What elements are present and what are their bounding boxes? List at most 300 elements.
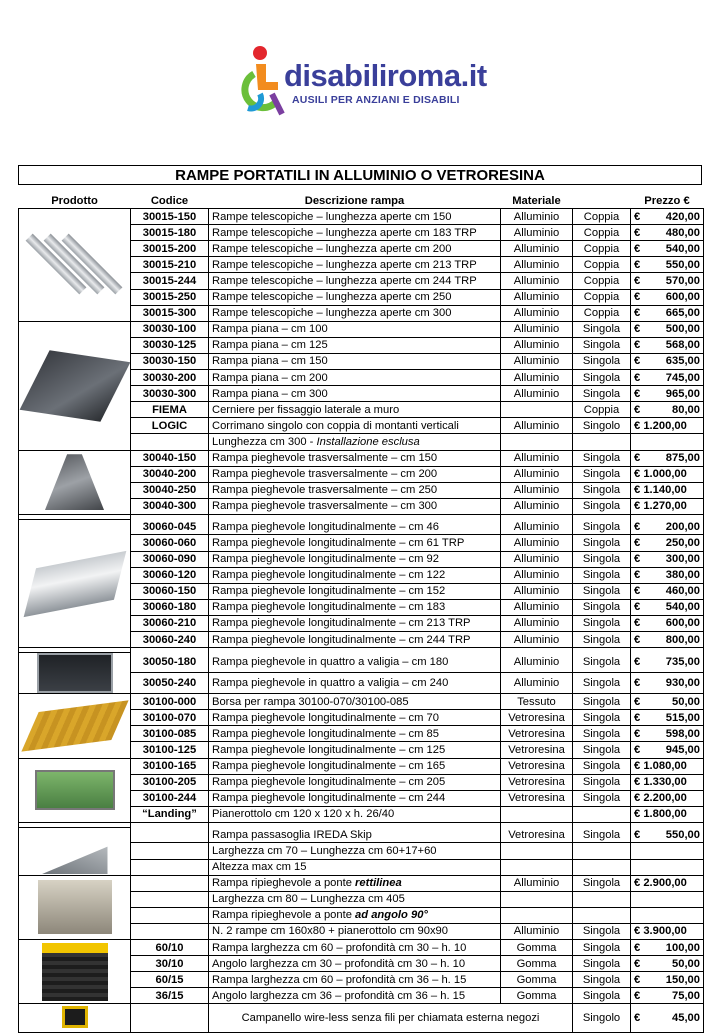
- price-currency: €: [634, 553, 641, 566]
- price-currency: €: [634, 601, 641, 614]
- price-currency: €: [634, 1012, 641, 1025]
- table-row: [19, 321, 704, 337]
- tagline: AUSILI PER ANZIANI E DISABILI: [292, 94, 460, 106]
- product-code: 36/15: [131, 988, 209, 1004]
- quantity-type: [573, 843, 631, 859]
- price-amount: 568,00: [665, 339, 700, 352]
- quantity-type: Singola: [573, 710, 631, 726]
- material: Alluminio: [501, 551, 573, 567]
- price-amount: € 2.900,00: [634, 877, 687, 890]
- product-description: Rampa pieghevole longitudinalmente – cm 61 TRP: [209, 535, 501, 551]
- price-currency: €: [634, 957, 641, 970]
- table-row: [19, 1004, 704, 1033]
- product-code: 30100-070: [131, 710, 209, 726]
- product-code: 30015-300: [131, 305, 209, 321]
- product-description: Rampa pieghevole trasversalmente – cm 300: [209, 498, 501, 514]
- price-currency: €: [634, 828, 641, 841]
- price-amount: € 1.140,00: [634, 484, 687, 497]
- material: Alluminio: [501, 305, 573, 321]
- quantity-type: Singola: [573, 567, 631, 583]
- product-description: Rampa ripieghevole a ponte rettilinea: [209, 875, 501, 891]
- product-description: Pianerottolo cm 120 x 120 x h. 26/40: [209, 806, 501, 822]
- product-code: 30040-150: [131, 450, 209, 466]
- product-code: 30015-200: [131, 241, 209, 257]
- product-description: Rampe telescopiche – lunghezza aperte cm 183 TRP: [209, 225, 501, 241]
- price-amount: € 1.000,00: [634, 468, 687, 481]
- price: [631, 482, 704, 498]
- product-image-cell: [19, 694, 131, 758]
- quantity-type: Singola: [573, 940, 631, 956]
- quantity-type: Singola: [573, 653, 631, 673]
- product-code: 30015-180: [131, 225, 209, 241]
- product-description: Rampa pieghevole longitudinalmente – cm 244 TRP: [209, 632, 501, 648]
- price-currency: €: [634, 569, 641, 582]
- product-code: 30100-244: [131, 790, 209, 806]
- product-image-cell: [19, 209, 131, 322]
- product-description: Rampe telescopiche – lunghezza aperte cm 213 TRP: [209, 257, 501, 273]
- product-description: Rampa pieghevole in quattro a valigia – cm 180: [209, 653, 501, 673]
- product-code: 30015-210: [131, 257, 209, 273]
- material: Alluminio: [501, 241, 573, 257]
- quantity-type: Singola: [573, 726, 631, 742]
- material: Alluminio: [501, 615, 573, 631]
- price-amount: 515,00: [665, 711, 700, 724]
- material: [501, 891, 573, 907]
- product-code: 30030-200: [131, 370, 209, 386]
- product-code: 30100-125: [131, 742, 209, 758]
- product-code: 30060-090: [131, 551, 209, 567]
- product-photo: [37, 653, 113, 693]
- product-code: 30040-300: [131, 498, 209, 514]
- product-code: 30100-205: [131, 774, 209, 790]
- quantity-type: Singola: [573, 956, 631, 972]
- price-currency: €: [634, 520, 641, 533]
- product-code: 30030-100: [131, 321, 209, 337]
- quantity-type: Singola: [573, 450, 631, 466]
- price: [631, 710, 704, 726]
- price-amount: 480,00: [665, 226, 700, 239]
- col-qty: [573, 193, 631, 209]
- material: Alluminio: [501, 209, 573, 225]
- material: [501, 843, 573, 859]
- price-currency: €: [634, 323, 641, 336]
- price-amount: € 1.200,00: [634, 419, 687, 432]
- product-image-cell: [19, 827, 131, 875]
- product-code: [131, 859, 209, 875]
- material: Alluminio: [501, 632, 573, 648]
- quantity-type: Coppia: [573, 241, 631, 257]
- product-code: [131, 875, 209, 891]
- price-amount: 500,00: [665, 323, 700, 336]
- quantity-type: Singola: [573, 790, 631, 806]
- price-currency: €: [634, 403, 641, 416]
- price-amount: 600,00: [665, 291, 700, 304]
- product-description: Rampa ripieghevole a ponte ad angolo 90°: [209, 907, 501, 923]
- price-currency: €: [634, 743, 641, 756]
- quantity-type: Singola: [573, 519, 631, 535]
- price: [631, 774, 704, 790]
- price: [631, 289, 704, 305]
- product-code: 30060-120: [131, 567, 209, 583]
- table-row: [19, 875, 704, 891]
- price-amount: 598,00: [665, 727, 700, 740]
- price-currency: €: [634, 452, 641, 465]
- price: [631, 450, 704, 466]
- price: [631, 498, 704, 514]
- price-amount: 875,00: [665, 452, 700, 465]
- price-currency: €: [634, 371, 641, 384]
- product-description: Corrimano singolo con coppia di montanti verticali: [209, 418, 501, 434]
- product-code: 30050-240: [131, 673, 209, 694]
- material: Alluminio: [501, 535, 573, 551]
- material: Vetroresina: [501, 726, 573, 742]
- product-code: 30015-250: [131, 289, 209, 305]
- product-code: 30100-165: [131, 758, 209, 774]
- product-photo: [21, 700, 128, 751]
- price: [631, 370, 704, 386]
- price: [631, 583, 704, 599]
- product-code: 60/15: [131, 972, 209, 988]
- price-amount: 635,00: [665, 355, 700, 368]
- price-amount: 550,00: [665, 258, 700, 271]
- price-amount: 200,00: [665, 520, 700, 533]
- product-photo: [35, 770, 115, 810]
- price: [631, 972, 704, 988]
- quantity-type: Singola: [573, 535, 631, 551]
- col-descrizione: Descrizione rampa: [209, 193, 501, 209]
- product-code: [131, 907, 209, 923]
- material: Alluminio: [501, 418, 573, 434]
- material: [501, 402, 573, 418]
- product-photo: [38, 454, 112, 510]
- quantity-type: Singola: [573, 321, 631, 337]
- col-codice: Codice: [131, 193, 209, 209]
- price: [631, 673, 704, 694]
- wheelchair-logo-icon: [226, 44, 290, 122]
- product-photo: [19, 350, 130, 421]
- price-amount: 300,00: [665, 553, 700, 566]
- quantity-type: Singola: [573, 370, 631, 386]
- price: [631, 305, 704, 321]
- material: Alluminio: [501, 321, 573, 337]
- price-currency: €: [634, 307, 641, 320]
- quantity-type: Coppia: [573, 273, 631, 289]
- price: [631, 535, 704, 551]
- price: [631, 694, 704, 710]
- material: Alluminio: [501, 225, 573, 241]
- product-description: Rampa pieghevole trasversalmente – cm 200: [209, 466, 501, 482]
- product-description: Angolo larghezza cm 30 – profondità cm 30 – h. 10: [209, 956, 501, 972]
- product-description: Rampa pieghevole longitudinalmente – cm 46: [209, 519, 501, 535]
- note-rettilinea: rettilinea: [355, 877, 402, 890]
- price-currency: €: [634, 617, 641, 630]
- quantity-type: Singola: [573, 632, 631, 648]
- product-description: Rampe telescopiche – lunghezza aperte cm 300: [209, 305, 501, 321]
- product-code: 30060-150: [131, 583, 209, 599]
- product-code: 30030-125: [131, 337, 209, 353]
- quantity-type: Coppia: [573, 209, 631, 225]
- price-currency: €: [634, 537, 641, 550]
- material: Gomma: [501, 940, 573, 956]
- material: Alluminio: [501, 567, 573, 583]
- price-amount: € 3.900,00: [634, 925, 687, 938]
- logo: [226, 44, 506, 122]
- product-description: Rampa larghezza cm 60 – profondità cm 30 – h. 10: [209, 940, 501, 956]
- product-code: 30/10: [131, 956, 209, 972]
- product-code: 30015-244: [131, 273, 209, 289]
- product-description: Larghezza cm 80 – Lunghezza cm 405: [209, 891, 501, 907]
- price-currency: €: [634, 387, 641, 400]
- price: [631, 1004, 704, 1033]
- table-row: [19, 940, 704, 956]
- quantity-type: Singola: [573, 583, 631, 599]
- price-amount: 540,00: [665, 242, 700, 255]
- price: [631, 225, 704, 241]
- product-code: 30100-000: [131, 694, 209, 710]
- product-code: LOGIC: [131, 418, 209, 434]
- price-currency: €: [634, 226, 641, 239]
- product-description: Rampa pieghevole longitudinalmente – cm 244: [209, 790, 501, 806]
- quantity-type: Singola: [573, 482, 631, 498]
- product-photo: [35, 230, 115, 300]
- price-amount: 735,00: [665, 656, 700, 669]
- product-description: Rampa pieghevole longitudinalmente – cm 183: [209, 599, 501, 615]
- price: [631, 353, 704, 369]
- product-description: Larghezza cm 70 – Lunghezza cm 60+17+60: [209, 843, 501, 859]
- price: [631, 519, 704, 535]
- table-row: [19, 209, 704, 225]
- table-row: [19, 694, 704, 710]
- product-code: 30060-045: [131, 519, 209, 535]
- price-currency: €: [634, 258, 641, 271]
- material: Gomma: [501, 956, 573, 972]
- col-materiale: Materiale: [501, 193, 573, 209]
- price-currency: €: [634, 585, 641, 598]
- product-description: Rampa pieghevole longitudinalmente – cm 85: [209, 726, 501, 742]
- product-image-cell: [19, 653, 131, 694]
- product-description: Altezza max cm 15: [209, 859, 501, 875]
- quantity-type: Singola: [573, 988, 631, 1004]
- price: [631, 726, 704, 742]
- product-code: 30100-085: [131, 726, 209, 742]
- product-code: [131, 923, 209, 939]
- material: Alluminio: [501, 450, 573, 466]
- product-image-cell: [19, 450, 131, 514]
- material: Alluminio: [501, 386, 573, 402]
- price: [631, 599, 704, 615]
- price: [631, 843, 704, 859]
- quantity-type: Singola: [573, 758, 631, 774]
- material: [501, 907, 573, 923]
- price-currency: €: [634, 941, 641, 954]
- product-code: [131, 891, 209, 907]
- price: [631, 257, 704, 273]
- price-amount: 965,00: [665, 387, 700, 400]
- price: [631, 386, 704, 402]
- product-description: Rampa pieghevole longitudinalmente – cm 213 TRP: [209, 615, 501, 631]
- product-description: Rampa pieghevole longitudinalmente – cm 125: [209, 742, 501, 758]
- product-code: 30060-240: [131, 632, 209, 648]
- product-code: 30030-150: [131, 353, 209, 369]
- material: Alluminio: [501, 257, 573, 273]
- product-description: Rampa piana – cm 300: [209, 386, 501, 402]
- price-amount: 45,00: [672, 1012, 700, 1025]
- price-amount: 250,00: [665, 537, 700, 550]
- price: [631, 273, 704, 289]
- quantity-type: Singola: [573, 774, 631, 790]
- price-amount: 150,00: [665, 973, 700, 986]
- product-description: Rampa piana – cm 200: [209, 370, 501, 386]
- quantity-type: [573, 806, 631, 822]
- material: [501, 434, 573, 450]
- material: Alluminio: [501, 289, 573, 305]
- quantity-type: Singola: [573, 386, 631, 402]
- quantity-type: [573, 434, 631, 450]
- price: [631, 241, 704, 257]
- material: Vetroresina: [501, 774, 573, 790]
- quantity-type: Singola: [573, 337, 631, 353]
- quantity-type: [573, 859, 631, 875]
- price-amount: 75,00: [672, 989, 700, 1002]
- quantity-type: Singola: [573, 466, 631, 482]
- quantity-type: Coppia: [573, 225, 631, 241]
- product-description: Rampa larghezza cm 60 – profondità cm 36 – h. 15: [209, 972, 501, 988]
- table-row: [19, 758, 704, 774]
- product-photo: [62, 1006, 88, 1028]
- product-image-cell: [19, 875, 131, 939]
- price-currency: €: [634, 291, 641, 304]
- note-installazione: Installazione esclusa: [316, 435, 420, 448]
- price: [631, 758, 704, 774]
- material: Alluminio: [501, 337, 573, 353]
- product-description: Rampa pieghevole in quattro a valigia – cm 240: [209, 673, 501, 694]
- product-description: Lunghezza cm 300 - Installazione esclusa: [209, 434, 501, 450]
- price: [631, 940, 704, 956]
- price: [631, 402, 704, 418]
- material: Alluminio: [501, 370, 573, 386]
- price-currency: €: [634, 656, 641, 669]
- quantity-type: Singola: [573, 827, 631, 843]
- product-description: Rampa passasoglia IREDA Skip: [209, 827, 501, 843]
- price: [631, 632, 704, 648]
- quantity-type: Singola: [573, 972, 631, 988]
- product-description: Angolo larghezza cm 36 – profondità cm 36 – h. 15: [209, 988, 501, 1004]
- price-currency: €: [634, 727, 641, 740]
- product-code: [131, 843, 209, 859]
- price: [631, 806, 704, 822]
- material: Tessuto: [501, 694, 573, 710]
- product-description: Rampe telescopiche – lunghezza aperte cm 200: [209, 241, 501, 257]
- price: [631, 466, 704, 482]
- price: [631, 551, 704, 567]
- price-amount: 745,00: [665, 371, 700, 384]
- price: [631, 790, 704, 806]
- price-amount: 550,00: [665, 828, 700, 841]
- quantity-type: Singolo: [573, 418, 631, 434]
- brand-name: disabiliroma.it: [284, 58, 487, 93]
- material: Gomma: [501, 972, 573, 988]
- product-image-cell: [19, 758, 131, 822]
- price: [631, 337, 704, 353]
- material: Gomma: [501, 988, 573, 1004]
- product-code: FIEMA: [131, 402, 209, 418]
- product-image-cell: [19, 940, 131, 1004]
- price: [631, 923, 704, 939]
- product-description: Rampe telescopiche – lunghezza aperte cm 250: [209, 289, 501, 305]
- price-currency: €: [634, 355, 641, 368]
- material: Alluminio: [501, 875, 573, 891]
- quantity-type: [573, 891, 631, 907]
- product-code: 30060-180: [131, 599, 209, 615]
- product-code: 30060-210: [131, 615, 209, 631]
- product-description: Rampa pieghevole longitudinalmente – cm 152: [209, 583, 501, 599]
- price-amount: 600,00: [665, 617, 700, 630]
- price-amount: 945,00: [665, 743, 700, 756]
- product-photo: [42, 828, 108, 874]
- quantity-type: Singola: [573, 498, 631, 514]
- price-amount: 50,00: [672, 957, 700, 970]
- price-amount: € 1.330,00: [634, 776, 687, 789]
- material: Vetroresina: [501, 758, 573, 774]
- col-prodotto: Prodotto: [19, 193, 131, 209]
- price: [631, 907, 704, 923]
- material: Alluminio: [501, 498, 573, 514]
- product-description: Rampe telescopiche – lunghezza aperte cm 244 TRP: [209, 273, 501, 289]
- price: [631, 891, 704, 907]
- quantity-type: Coppia: [573, 402, 631, 418]
- product-code: 30040-250: [131, 482, 209, 498]
- quantity-type: Singola: [573, 599, 631, 615]
- product-image-cell: [19, 519, 131, 647]
- quantity-type: [573, 907, 631, 923]
- col-prezzo: Prezzo €: [631, 193, 704, 209]
- price-amount: € 2.200,00: [634, 792, 687, 805]
- table-row: [19, 450, 704, 466]
- price: [631, 567, 704, 583]
- price: [631, 321, 704, 337]
- product-photo: [42, 943, 108, 1001]
- product-description: Borsa per rampa 30100-070/30100-085: [209, 694, 501, 710]
- product-code: [131, 827, 209, 843]
- price-currency: €: [634, 633, 641, 646]
- material: Alluminio: [501, 583, 573, 599]
- quantity-type: Coppia: [573, 289, 631, 305]
- price: [631, 653, 704, 673]
- quantity-type: Singola: [573, 742, 631, 758]
- price-currency: €: [634, 677, 641, 690]
- table-row: [19, 519, 704, 535]
- price-currency: €: [634, 711, 641, 724]
- material: Alluminio: [501, 653, 573, 673]
- price-amount: 930,00: [665, 677, 700, 690]
- product-description: Rampa pieghevole longitudinalmente – cm 92: [209, 551, 501, 567]
- quantity-type: Singola: [573, 875, 631, 891]
- price-amount: € 1.270,00: [634, 500, 687, 513]
- product-code: 30050-180: [131, 653, 209, 673]
- price-amount: 460,00: [665, 585, 700, 598]
- price-amount: € 1.080,00: [634, 760, 687, 773]
- product-code: “Landing”: [131, 806, 209, 822]
- product-description: Rampa piana – cm 125: [209, 337, 501, 353]
- product-code: 30040-200: [131, 466, 209, 482]
- product-description: Rampa piana – cm 100: [209, 321, 501, 337]
- material: Alluminio: [501, 923, 573, 939]
- product-photo: [38, 880, 112, 934]
- product-description: Rampa pieghevole longitudinalmente – cm 70: [209, 710, 501, 726]
- price-amount: 420,00: [665, 210, 700, 223]
- material: Vetroresina: [501, 742, 573, 758]
- material: Alluminio: [501, 519, 573, 535]
